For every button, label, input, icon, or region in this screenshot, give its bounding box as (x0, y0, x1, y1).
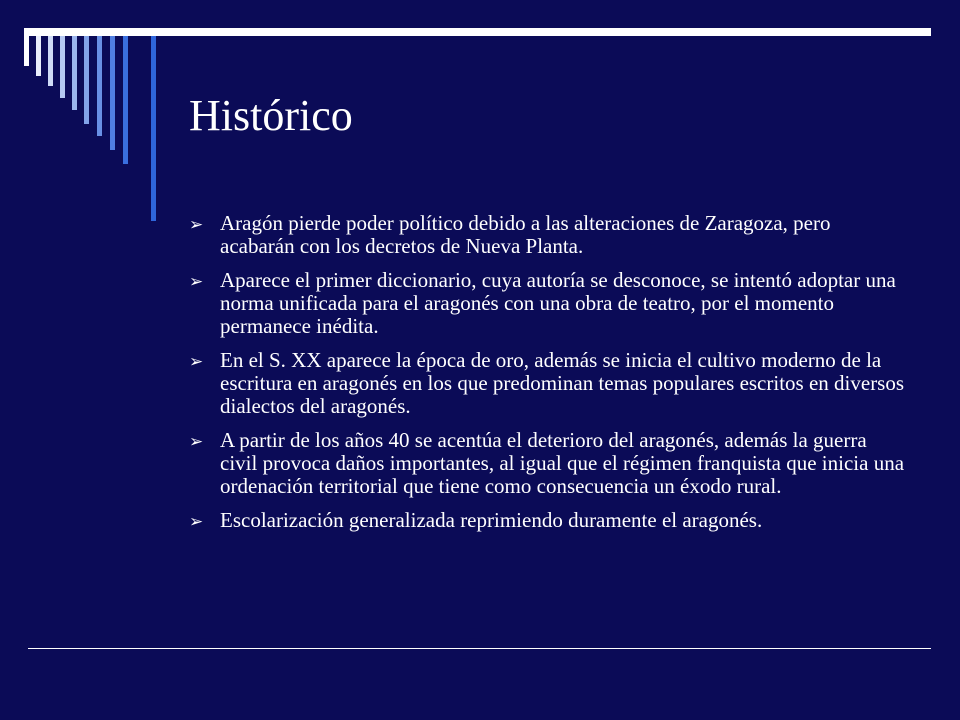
bullet-text: Aragón pierde poder político debido a las alteraciones de Zaragoza, pero acabarán con los decretos de Nueva Planta. (220, 211, 831, 258)
arrowhead-bullet-icon: ➢ (189, 352, 204, 371)
top-rule-divider (24, 28, 931, 36)
bullet-text: Aparece el primer diccionario, cuya autoría se desconoce, se intentó adoptar una norma unificada para el aragonés con una obra de teatro, por el momento permanece inédita. (220, 268, 896, 338)
bullet-text: En el S. XX aparece la época de oro, además se inicia el cultivo moderno de la escritura en aragonés en los que predominan temas populares escritos en diversos dialectos del aragonés. (220, 348, 905, 418)
bullet-item (189, 509, 909, 532)
slide-title: Histórico (189, 91, 353, 140)
decor-bar (60, 36, 65, 98)
arrowhead-bullet-icon: ➢ (189, 272, 204, 291)
decor-bar (72, 36, 77, 110)
bullet-item (189, 429, 909, 498)
decor-bar (151, 36, 156, 221)
bullet-list (189, 212, 909, 543)
decor-bar (48, 36, 53, 86)
bullet-item (189, 349, 909, 418)
arrowhead-bullet-icon: ➢ (189, 512, 204, 531)
decor-bar (110, 36, 115, 150)
bullet-item (189, 212, 909, 258)
bottom-rule-divider (28, 648, 931, 649)
decor-bar (36, 36, 41, 76)
decor-bar (24, 36, 29, 66)
arrowhead-bullet-icon: ➢ (189, 432, 204, 451)
arrowhead-bullet-icon: ➢ (189, 215, 204, 234)
bullet-text: A partir de los años 40 se acentúa el deterioro del aragonés, además la guerra civil provoca daños importantes, al igual que el régimen franquista que inicia una ordenación territorial que tiene como consecuencia un éxodo rural. (220, 428, 905, 498)
bullet-item (189, 269, 909, 338)
bullet-text: Escolarización generalizada reprimiendo duramente el aragonés. (220, 508, 763, 532)
decor-bar (97, 36, 102, 136)
decor-bar (123, 36, 128, 164)
decor-bar (84, 36, 89, 124)
